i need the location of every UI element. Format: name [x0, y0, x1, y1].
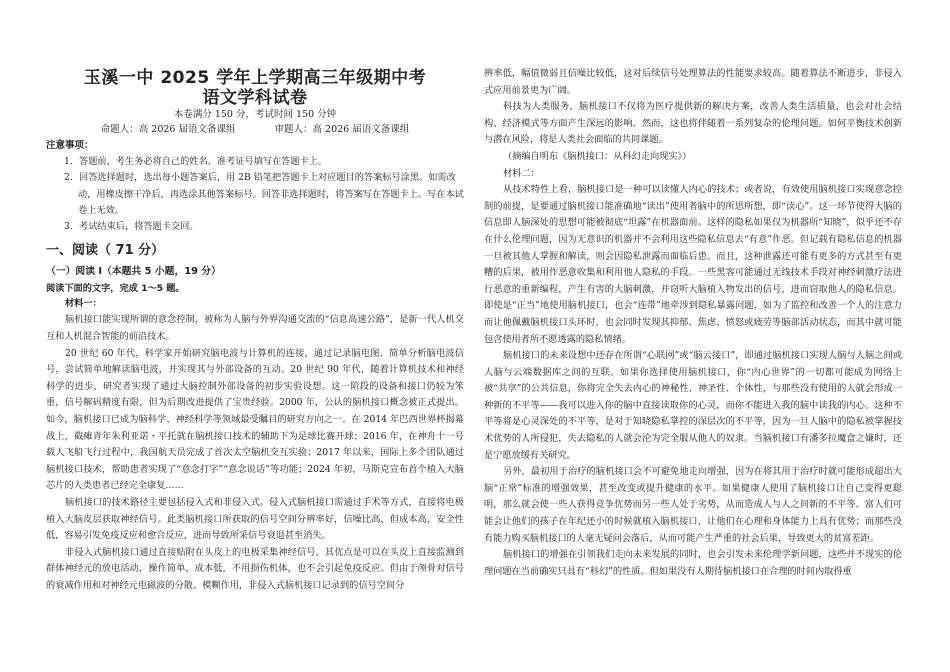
subsection-heading: （一）阅读 I（本题共 5 小题，19 分） — [46, 266, 221, 278]
material-1-label: 材料一： — [65, 298, 102, 310]
exam-title-line1: 玉溪一中 2025 学年上学期高三年级期中考 — [83, 68, 427, 88]
section-heading: 一、阅读（ 71 分） — [46, 243, 165, 259]
paragraph: 从技术特性上看，脑机接口是一种可以读懂人内心的技术；或者说，有效使用脑机接口实现意念控制的前提，是要通过脑机接口能准确地“读出”使用者脑中的所思所想，即“读心”。这一环节使得大脑的信息即人脑深处的思想可能被彻底“坦露”在机器面前。这样的隐私如果仅为机器所“知晓”，似乎还不存在什么伦理问题，因为无意识的机器并不会利用这些隐私信息去“有意”作恶。但记载有隐私信息的机器一旦被其他人掌握和解读，则会因隐私泄露而面临后患。而且，这种泄露还可能有更多的方式甚至有更糟的后果，被用作恶意收集和利用他人隐私的手段。一些黑客可能通过无线技术手段对神经刺激疗法进行恶意的重新编程，产生有害的大脑刺激，并窃听大脑植入物发出的信号，进而窃取他人的隐私信息。即使是“正当”地使用脑机接口，也会“连带”地牵涉到隐私暴露问题，如为了监控和改善一个人的注意力而让他佩戴脑机接口头环时，也会同时发现其抑郁、焦虑、愤怒或疲劳等脑部活动状态，而其中就可能包含使用者所不愿透露的隐私情绪。 — [484, 184, 902, 345]
note-item: 1．答题前，考生务必将自己的姓名、准考证号填写在答题卡上。 — [64, 156, 328, 167]
exam-title-line2: 语文学科试卷 — [202, 88, 308, 108]
note-item: 3．考试结束后，将答题卡交回。 — [64, 221, 199, 233]
paragraph: 非侵入式脑机接口通过直接贴附在头皮上的电极采集神经信号。其优点是可以在头皮上直接监测到群体神经元的放电活动，操作简单，成本低，不用损伤机体，也不会引起免疫反应。但由于颅骨对信号的衰减作用和对神经元电磁波的分散、模糊作用，非侵入式脑机接口记录到的信号空间分 — [46, 546, 464, 591]
paragraph: 脑机接口能实现所谓的意念控制，被称为人脑与外界沟通交流的“信息高速公路”，是新一代人机交互和人机混合智能的前沿技术。 — [46, 314, 464, 343]
exam-meta: 本卷满分 150 分，考试时间 150 分钟 — [173, 109, 337, 120]
left-column — [46, 66, 464, 595]
paragraph: 20 世纪 60 年代，科学家开始研究脑电波与计算机的连接，通过记录脑电图、简单分析脑电波信号，尝试简单地解读脑电波，并实现其与外部设备的互动。20 世纪 90 年代，随着计算机技术和神经科学的进步，研究者实现了通过大脑控制外部设备的初步实验设想。这一阶段的设备和接口仍较为笨重，信号解码精度有限，但为后期改进提供了宝贵经验。2000 年，公认的脑机接口概念被正式提出。如今，脑机接口已成为脑科学、神经科学等领域最受瞩目的研究方向之一。在 2014 年巴西世界杯揭幕战上，截瘫青年朱利亚诺・平托就在脑机接口技术的辅助下为足球比赛开球；2016 年，在神舟十一号载人飞船飞行过程中，我国航天员完成了首次太空脑机交互实验；2017 年以来，国际上多个团队通过脑机接口技术，帮助患者实现了“意念打字”“意念说话”等功能；2024 年初，马斯克宣布首个植入大脑芯片的人类患者已经完全康复…… — [46, 347, 464, 492]
setter: 命题人：高 2026 届语文备课组 — [100, 124, 236, 135]
notes-heading: 注意事项： — [46, 140, 94, 151]
paragraph: 辨率低，幅值微弱且信噪比较低，这对后续信号处理算法的性能要求较高。随着算法不断进步，非侵入式应用前景更为广阔。 — [484, 68, 902, 96]
right-column — [484, 66, 902, 580]
paragraph: 脑机接口的增强在引领我们走向未来发展的同时，也会引发未来伦理学新问题，这些并不现实的伦理问题在当前确实只具有“科幻”的性质。但如果没有人期待脑机接口在合理的时间内取得重 — [484, 549, 902, 577]
note-item: 2．回答选择题时，选出每小题答案后，用 2B 铅笔把答题卡上对应题目的答案标号涂黑。如需改动，用橡皮擦干净后，再选涂其他答案标号。回答非选择题时，将答案写在答题卡上。写在本试卷上无效。 — [64, 172, 464, 216]
instruction: 阅读下面的文字，完成 1～5 题。 — [46, 283, 185, 295]
paragraph: 科技为人类服务，脑机接口不仅将为医疗提供新的解决方案，改善人类生活质量，也会对社会结构、经济模式等方面产生深远的影响。然而，这也将伴随着一系列复杂的伦理问题。如何平衡技术创新与潜在风险，将是人类社会面临的共同课题。 — [484, 101, 902, 146]
paragraph: 脑机接口的技术路径主要包括侵入式和非侵入式。侵入式脑机接口需通过手术等方式，直接将电极植入大脑皮层获取神经信号。此类脑机接口所获取的信号空间分辨率好，信噪比高，但成本高，安全性低，容易引发免疫反应和愈合反应，进而导致所采信号衰退甚至消失。 — [46, 497, 464, 542]
material-2-label: 材料二： — [503, 167, 540, 179]
paragraph: 另外，最初用于治疗的脑机接口会不可避免地走向增强，因为在将其用于治疗时就可能形成超出大脑“正常”标准的增强效果，甚至改变或提升健康的水平。如果健康人使用了脑机接口让自己变得更聪明，那么就会使一些人获得竞争优势而另一些人处于劣势，从而造成人与人之间新的不平等。富人们可能会让他们的孩子在年纪还小的时候就植入脑机接口，让他们在心理和身体能力上具有优势；而那些没有能力购买脑机接口的人毫无疑问会落后，从而可能产生严重的社会后果，导致更大的贫富差距。 — [484, 466, 902, 544]
paragraph: 脑机接口的未来设想中还存在所谓“心联网”或“脑云接口”，即通过脑机接口实现人脑与人脑之间或人脑与云端数据库之间的互联。如果你选择使用脑机接口，你“内心世界”的一切都可能成为网络上被“共享”的公共信息，你将完全失去内心的神秘性、神圣性、个体性，与那些没有使用的人就会形成一种新的不平等——我可以进入你的脑中直接读取你的心灵，而你不能进入我的脑中读我的内心。这种不平等将是心灵深处的不平等，是对于知晓隐私掌控的深层次的不平等，因为一旦人脑中的隐私被掌握技术优势的人所侵犯，失去隐私的人就会沦为完全服从他人的奴隶。当脑机接口有潘多拉魔盒之嫌时，还是宁愿放缓有关研究。 — [484, 350, 902, 461]
reviewer: 审题人：高 2026 届语文备课组 — [274, 124, 410, 135]
citation: （摘编自明东《脑机接口：从科幻走向现实》） — [503, 150, 692, 162]
exam-staff — [46, 122, 464, 137]
